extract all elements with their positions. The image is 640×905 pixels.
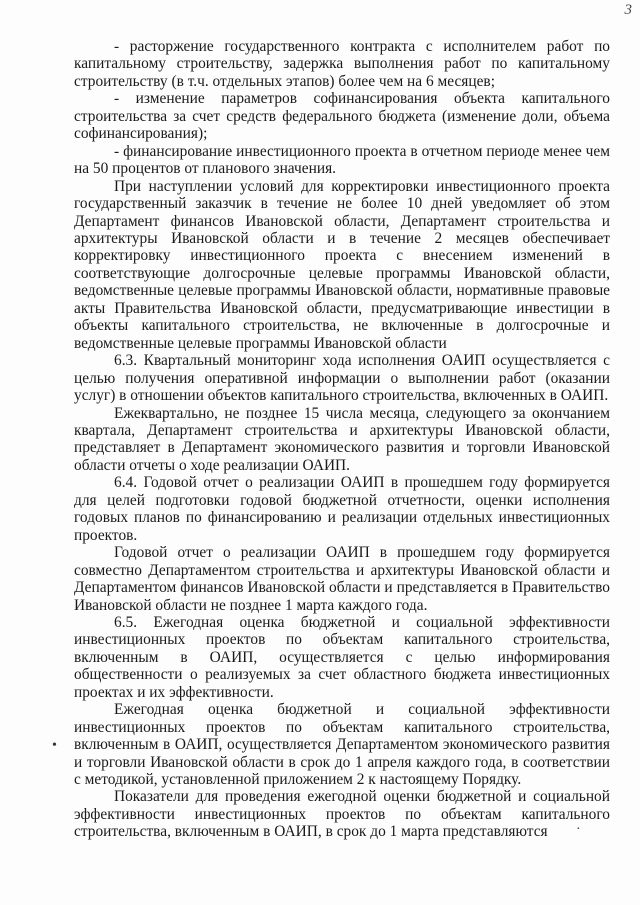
paragraph-cofinancing-change: - изменение параметров софинансирования объекта капитального строительства за счет средств федерального бюджета (изменение доли, объема софинансирования);: [74, 90, 610, 143]
paragraph-financing-under-50: - финансирование инвестиционного проекта в отчетном периоде менее чем на 50 процентов от планового значения.: [74, 142, 610, 178]
paragraph-project-correction: При наступлении условий для корректировки инвестиционного проекта государственный заказчик в течение не более 10 дней уведомляет об этом Департамент финансов Ивановской области, Департамент строительства и архитектуры Ивановской области и в течение 2 месяцев обеспечивает корректировку инвестиционного проекта с внесением изменений в соответствующие долгосрочные целевые программы Ивановской области, ведомственные целевые программы Ивановской области, нормативные правовые акты Правительства Ивановской области, предусматривающие инвестиции в объекты капитального строительства, не включенные в долгосрочные и ведомственные целевые программы Ивановской области: [74, 177, 610, 352]
scan-speck: •: [52, 738, 57, 753]
scan-speck: ·: [576, 822, 581, 837]
paragraph-assessment-procedure: Ежегодная оценка бюджетной и социальной эффективности инвестиционных проектов по объектам капитального строительства, включенным в ОАИП, осуществляется Департаментом экономического развития и торговли Ивановской области в срок до 1 апреля каждого года, в соответствии с методикой, установленной приложением 2 к настоящему Порядку.: [74, 701, 610, 789]
paragraph-quarterly-reports: Ежеквартально, не позднее 15 числа месяца, следующего за окончанием квартала, Департамент строительства и архитектуры Ивановской области, представляет в Департамент экономического развития и торговли Ивановской области отчеты о ходе реализации ОАИП.: [74, 404, 610, 474]
paragraph-6-5-efficiency-assessment: 6.5. Ежегодная оценка бюджетной и социальной эффективности инвестиционных проектов по объектам капитального строительства, включенным в ОАИП, осуществляется с целью информирования общественности о реализуемых за счет областного бюджета инвестиционных проектах и их эффективности.: [74, 613, 610, 701]
paragraph-assessment-indicators: Показатели для проведения ежегодной оценки бюджетной и социальной эффективности инвестиционных проектов по объектам капитального строительства, включенным в ОАИП, в срок до 1 марта представляются: [74, 788, 610, 841]
paragraph-6-4-annual-report: 6.4. Годовой отчет о реализации ОАИП в прошедшем году формируется для целей подготовки годовой бюджетной отчетности, оценки исполнения годовых планов по финансированию и реализации отдельных инвестиционных проектов.: [74, 474, 610, 544]
document-body: [74, 38, 610, 841]
paragraph-annual-report-submission: Годовой отчет о реализации ОАИП в прошедшем году формируется совместно Департаментом строительства и архитектуры Ивановской области и Департаментом финансов Ивановской области и представляется в Правительство Ивановской области не позднее 1 марта каждого года.: [74, 544, 610, 614]
paragraph-6-3-quarterly-monitoring: 6.3. Квартальный мониторинг хода исполнения ОАИП осуществляется с целью получения оперативной информации о выполнении работ (оказании услуг) в отношении объектов капитального строительства, включенных в ОАИП.: [74, 352, 610, 405]
page-number-mark: 3: [624, 2, 632, 18]
paragraph-contract-termination: - расторжение государственного контракта с исполнителем работ по капитальному строительству, задержка выполнения работ по капитальному строительству (в т.ч. отдельных этапов) более чем на 6 месяцев;: [74, 38, 610, 90]
